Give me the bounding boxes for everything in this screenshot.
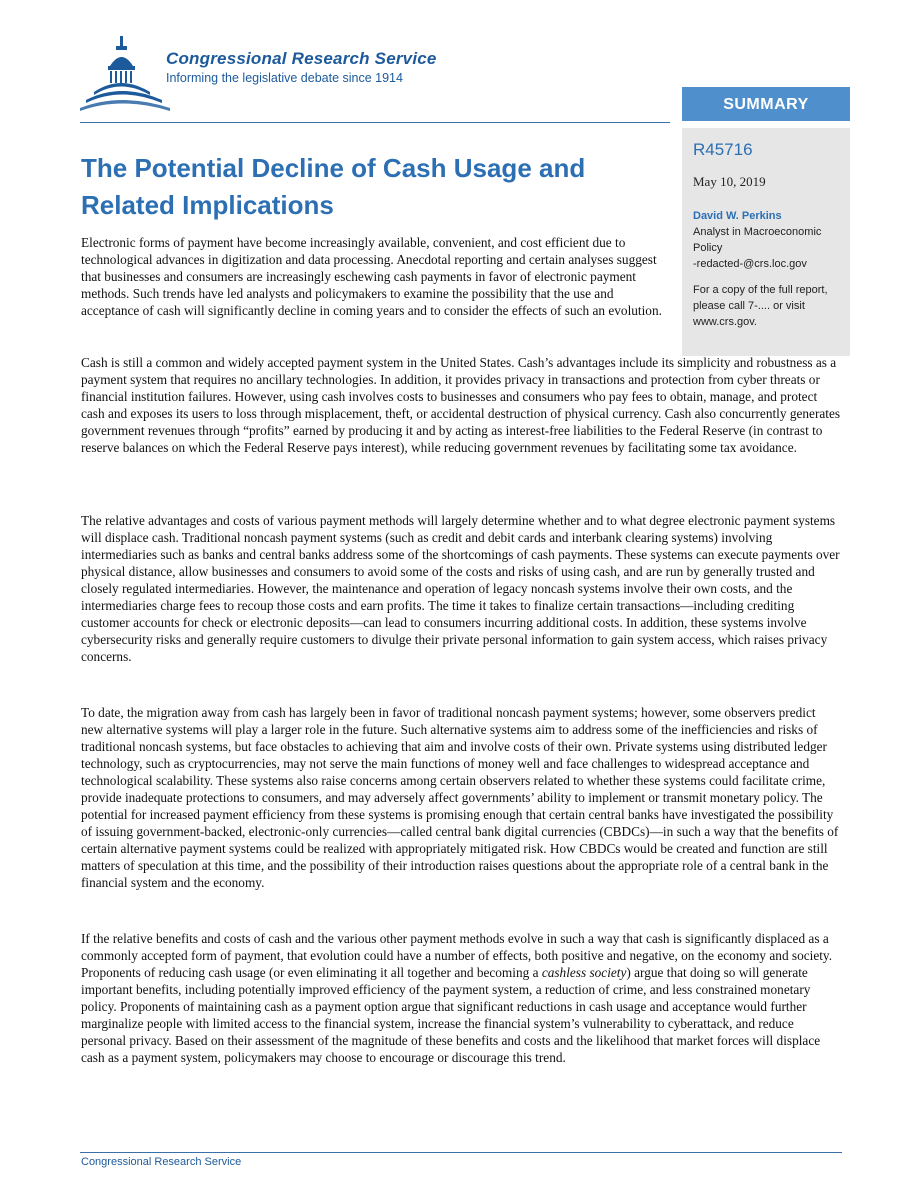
paragraph-5 xyxy=(81,930,841,1066)
summary-sidebar xyxy=(682,128,850,356)
author-email: -redacted-@crs.loc.gov xyxy=(693,258,807,270)
paragraph-4 xyxy=(81,704,841,891)
copy-note-line-1: For a copy of the full report, xyxy=(693,284,828,296)
org-tagline: Informing the legislative debate since 1914 xyxy=(166,71,403,85)
paragraph-1-text: Electronic forms of payment have become increasingly available, convenient, and cost efficient due to technological advances in digitization and data processing. Anecdotal reporting and certain analyses suggest that businesses and consumers are increasingly eschewing cash payments in favor of electronic payment methods. Such trends have led analysts and policymakers to examine the possibility that the use and acceptance of cash will significantly decline in coming years and to consider the effects of such an evolution. xyxy=(81,235,662,318)
author-title-line-1: Analyst in Macroeconomic xyxy=(693,226,822,238)
footer-divider xyxy=(80,1152,842,1153)
footer-org-name: Congressional Research Service xyxy=(81,1156,242,1168)
copy-note-line-3: www.crs.gov. xyxy=(693,316,757,328)
capitol-dome-icon xyxy=(80,34,170,124)
author-name: David W. Perkins xyxy=(693,210,782,222)
org-name: Congressional Research Service xyxy=(166,49,437,68)
page-title: The Potential Decline of Cash Usage and Related Implications xyxy=(81,153,586,220)
paragraph-3-text: The relative advantages and costs of various payment methods will largely determine whether and to what degree electronic payment systems will displace cash. Traditional noncash payment systems (such as credit and debit cards and interbank clearing systems) involving intermediaries such as banks and central banks address some of the shortcomings of cash payments. These systems can execute payments over physical distance, allow businesses and consumers to avoid some of the costs and risks of using cash, and are run by generally trusted and closely regulated intermediaries. However, the maintenance and operation of legacy noncash systems involve their own costs, and the intermediaries charge fees to recoup those costs and earn profits. The time it takes to finalize certain transactions—including crediting customer accounts for check or electronic deposits—can lead to consumers incurring additional costs. In addition, these systems involve cybersecurity risks and generally require customers to divulge their private personal information to gain system access, which raises privacy concerns. xyxy=(81,513,840,664)
copy-note-line-2: please call 7-.... or visit xyxy=(693,300,805,312)
author-title-line-2: Policy xyxy=(693,242,723,254)
summary-heading: SUMMARY xyxy=(682,87,850,121)
paragraph-5-part-1: If the relative benefits and costs of cash and the various other payment methods evolve in such a way that cash is significantly displaced as a commonly accepted form of payment, that evolution could have a number of effects, both positive and negative, on the economy and society. Proponents of reducing cash usage (or even eliminating it all together and becoming a xyxy=(81,931,833,980)
report-date: May 10, 2019 xyxy=(693,174,766,189)
paragraph-5-text xyxy=(81,930,841,1066)
paragraph-2-text: Cash is still a common and widely accepted payment system in the United States. Cash’s advantages include its simplicity and robustness as a payment system that requires no ancillary technologies. In addition, it provides privacy in transactions and protection from cyber threats or financial institution failures. However, using cash involves costs to businesses and consumers who pay fees to obtain, manage, and protect cash and exposes its users to loss through misplacement, theft, or accidental destruction of physical currency. Cash also concurrently generates government revenues through “profits” earned by producing it and by acting as interest-free liabilities to the Federal Reserve (in contrast to reserve balances on which the Federal Reserve pays interest), while reducing government revenues by facilitating some tax avoidance. xyxy=(81,355,841,455)
crs-logo xyxy=(80,34,480,124)
paragraph-2 xyxy=(81,354,841,456)
paragraph-1 xyxy=(81,234,666,319)
paragraph-4-text: To date, the migration away from cash has largely been in favor of traditional noncash payment systems; however, some observers predict new alternative systems will play a larger role in the future. Such alternative systems aim to address some of the inefficiencies and risks of traditional noncash systems, but face obstacles to achieving that aim and involve costs of their own. Private systems using distributed ledger technology, such as cryptocurrencies, may not serve the main functions of money well and face challenges to widespread acceptance and technological scalability. These systems also raise concerns among certain observers related to whether these systems could facilitate crime, provide inadequate protections to consumers, and may adversely affect governments’ ability to implement or transmit monetary policy. The potential for increased payment efficiency from these systems is promising enough that certain central banks have investigated the possibility of issuing government-backed, electronic-only currencies—called central bank digital currencies (CBDCs)—in such a way that the benefits of certain alternative payment systems could be realized with appropriately mitigated risk. How CBDCs would be created and function are still matters of speculation at this time, and the possibility of their introduction raises questions about the appropriate role of a central bank in the financial system and the economy. xyxy=(81,705,839,890)
cashless-society-term: cashless society xyxy=(541,965,627,980)
copy-note xyxy=(693,282,840,330)
report-number: R45716 xyxy=(693,140,753,159)
paragraph-5-part-2: ) argue that doing so will generate important benefits, including potentially improved efficiency of the payment system, a reduction of crime, and less constrained monetary policy. Proponents of maintaining cash as a payment option argue that significant reductions in cash usage and acceptance would further marginalize people with limited access to the financial system, increase the financial system’s vulnerability to cyberattack, and reduce personal privacy. Based on their assessment of the magnitude of these benefits and costs and the likelihood that market forces will displace cash as a payment system, policymakers may choose to encourage or discourage this trend. xyxy=(81,965,821,1065)
paragraph-3 xyxy=(81,512,841,665)
header-divider xyxy=(80,122,670,123)
